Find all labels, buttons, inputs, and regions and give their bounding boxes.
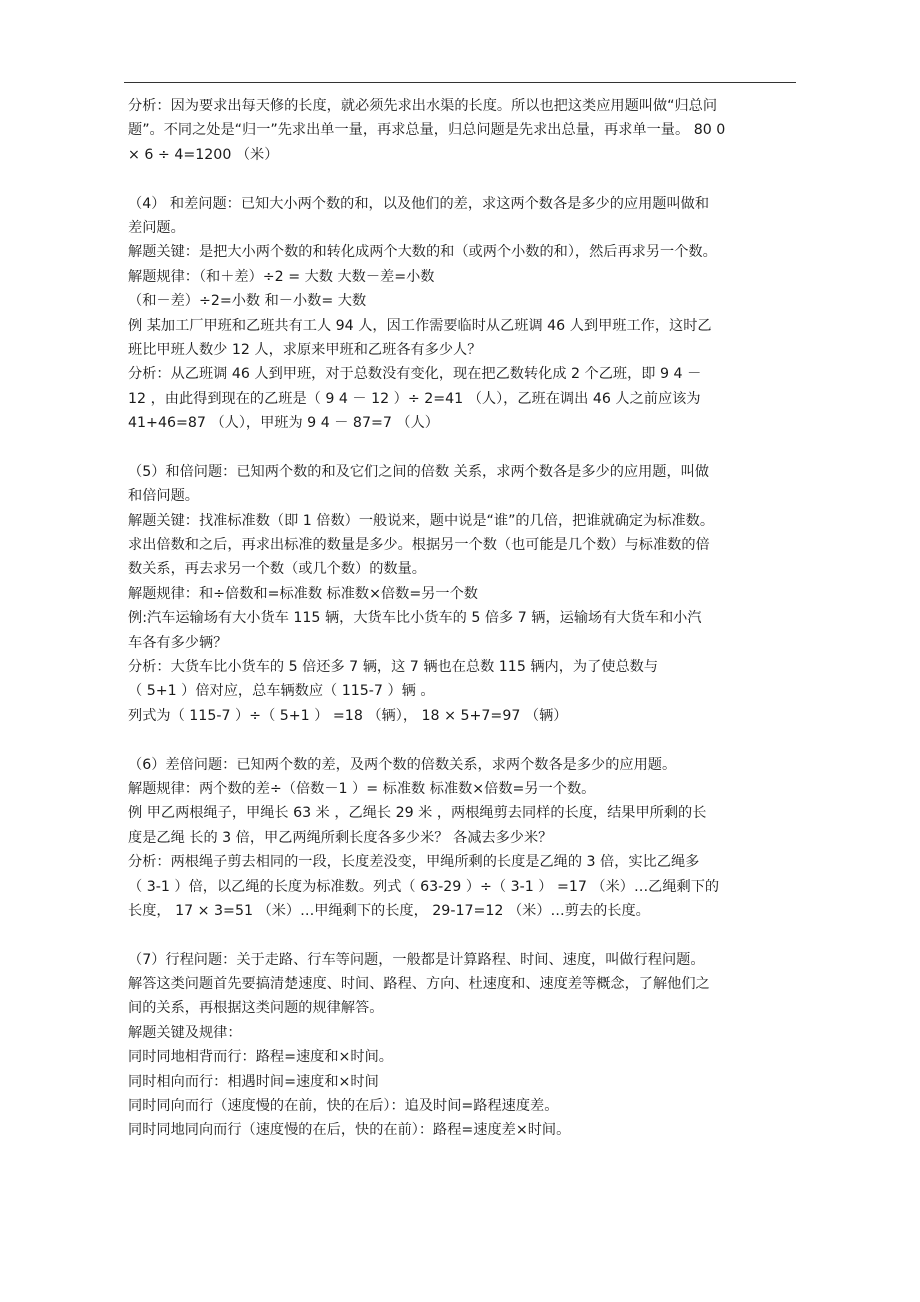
paragraph-gap — [128, 167, 798, 191]
section-heading-line: （5）和倍问题：已知两个数的和及它们之间的倍数 关系，求两个数各是多少的应用题，叫做 — [128, 463, 710, 480]
text-line: 列式为（ 115-7 ）÷（ 5+1 ） =18 （辆）， 18 × 5+7=97 （辆） — [128, 707, 568, 724]
text-line: 例:汽车运输场有大小货车 115 辆，大货车比小货车的 5 倍多 7 辆，运输场有大货车和小汽 — [128, 610, 702, 627]
text-line: 例 某加工厂甲班和乙班共有工人 94 人，因工作需要临时从乙班调 46 人到甲班工作，这时乙 — [128, 317, 712, 334]
text-line: 差问题。 — [128, 219, 185, 236]
text-line: 同时同向而行（速度慢的在前，快的在后）：追及时间=路程速度差。 — [128, 1098, 559, 1115]
text-line: 数关系，再去求另一个数（或几个数）的数量。 — [128, 561, 426, 578]
text-line: （和－差）÷2=小数 和－小数= 大数 — [128, 293, 367, 310]
text-line: 同时相向而行：相遇时间=速度和×时间 — [128, 1073, 379, 1090]
text-line: 解答这类问题首先要搞清楚速度、时间、路程、方向、杜速度和、速度差等概念，了解他们之 — [128, 976, 710, 993]
section-heading-line: （4） 和差问题：已知大小两个数的和，以及他们的差，求这两个数各是多少的应用题叫做和 — [128, 195, 710, 212]
text-line: 分析：从乙班调 46 人到甲班，对于总数没有变化，现在把乙数转化成 2 个乙班，即 9 4 － — [128, 366, 702, 383]
text-line: 例 甲乙两根绳子，甲绳长 63 米 ，乙绳长 29 米 ，两根绳剪去同样的长度，结果甲所剩的长 — [128, 805, 707, 822]
section-heading-line: （7）行程问题：关于走路、行车等问题，一般都是计算路程、时间、速度，叫做行程问题。 — [128, 951, 705, 968]
text-line: 41+46=87 （人），甲班为 9 4 － 87=7 （人） — [128, 415, 439, 432]
text-line: × 6 ÷ 4=1200 （米） — [128, 146, 279, 163]
section-heading-line: （6）差倍问题：已知两个数的差，及两个数的倍数关系，求两个数各是多少的应用题。 — [128, 756, 677, 773]
text-line: 解题关键：找准标准数（即 1 倍数）一般说来，题中说是“谁”的几倍，把谁就确定为标准数。 — [128, 512, 715, 529]
text-line: 解题关键：是把大小两个数的和转化成两个大数的和（或两个小数的和），然后再求另一个数。 — [128, 244, 717, 261]
text-line: 长度， 17 × 3=51 （米）…甲绳剩下的长度， 29-17=12 （米）…剪去的长度。 — [128, 902, 650, 919]
text-line: 解题规律：两个数的差÷（倍数－1 ）= 标准数 标准数×倍数=另一个数。 — [128, 780, 596, 797]
text-line: 分析：因为要求出每天修的长度，就必须先求出水渠的长度。所以也把这类应用题叫做“归总问 — [128, 98, 718, 114]
header-rule — [124, 82, 796, 83]
text-line: 间的关系，再根据这类问题的规律解答。 — [128, 1000, 384, 1017]
text-line: 和倍问题。 — [128, 488, 199, 505]
text-line: 求出倍数和之后，再求出标准的数量是多少。根据另一个数（也可能是几个数）与标准数的倍 — [128, 537, 710, 554]
text-line: 解题规律：和÷倍数和=标准数 标准数×倍数=另一个数 — [128, 585, 478, 602]
section-chabei-problem — [128, 753, 798, 924]
text-line: （ 5+1 ）倍对应，总车辆数应（ 115-7 ）辆 。 — [128, 683, 435, 700]
paragraph-gap — [128, 923, 798, 947]
section-hecha-problem — [128, 192, 798, 436]
text-line: 12 ，由此得到现在的乙班是（ 9 4 － 12 ）÷ 2=41 （人），乙班在调出 46 人之前应该为 — [128, 390, 701, 407]
paragraph-gap — [128, 435, 798, 459]
paragraph-guizong-analysis — [128, 94, 798, 167]
text-line: 班比甲班人数少 12 人，求原来甲班和乙班各有多少人？ — [128, 341, 482, 358]
text-line: 题”。不同之处是“归一”先求出单一量，再求总量，归总问题是先求出总量，再求单一量。 80 0 — [128, 122, 726, 139]
text-line: （ 3-1 ）倍，以乙绳的长度为标准数。列式（ 63-29 ）÷（ 3-1 ） =17 （米）…乙绳剩下的 — [128, 878, 720, 895]
text-line: 度是乙绳 长的 3 倍，甲乙两绳所剩长度各多少米？ 各减去多少米？ — [128, 829, 553, 846]
text-line: 解题关键及规律： — [128, 1024, 242, 1041]
text-line: 解题规律：（和＋差）÷2 = 大数 大数－差=小数 — [128, 268, 435, 285]
text-line: 同时同地同向而行（速度慢的在后，快的在前）：路程=速度差×时间。 — [128, 1122, 571, 1139]
section-xingcheng-problem — [128, 948, 798, 1143]
document-body — [128, 94, 798, 1143]
text-line: 同时同地相背而行：路程=速度和×时间。 — [128, 1049, 393, 1066]
text-line: 车各有多少辆？ — [128, 634, 228, 651]
text-line: 分析：两根绳子剪去相同的一段，长度差没变，甲绳所剩的长度是乙绳的 3 倍，实比乙绳多 — [128, 854, 700, 871]
paragraph-gap — [128, 728, 798, 752]
text-line: 分析：大货车比小货车的 5 倍还多 7 辆，这 7 辆也在总数 115 辆内，为了使总数与 — [128, 658, 659, 675]
section-hebei-problem — [128, 460, 798, 728]
